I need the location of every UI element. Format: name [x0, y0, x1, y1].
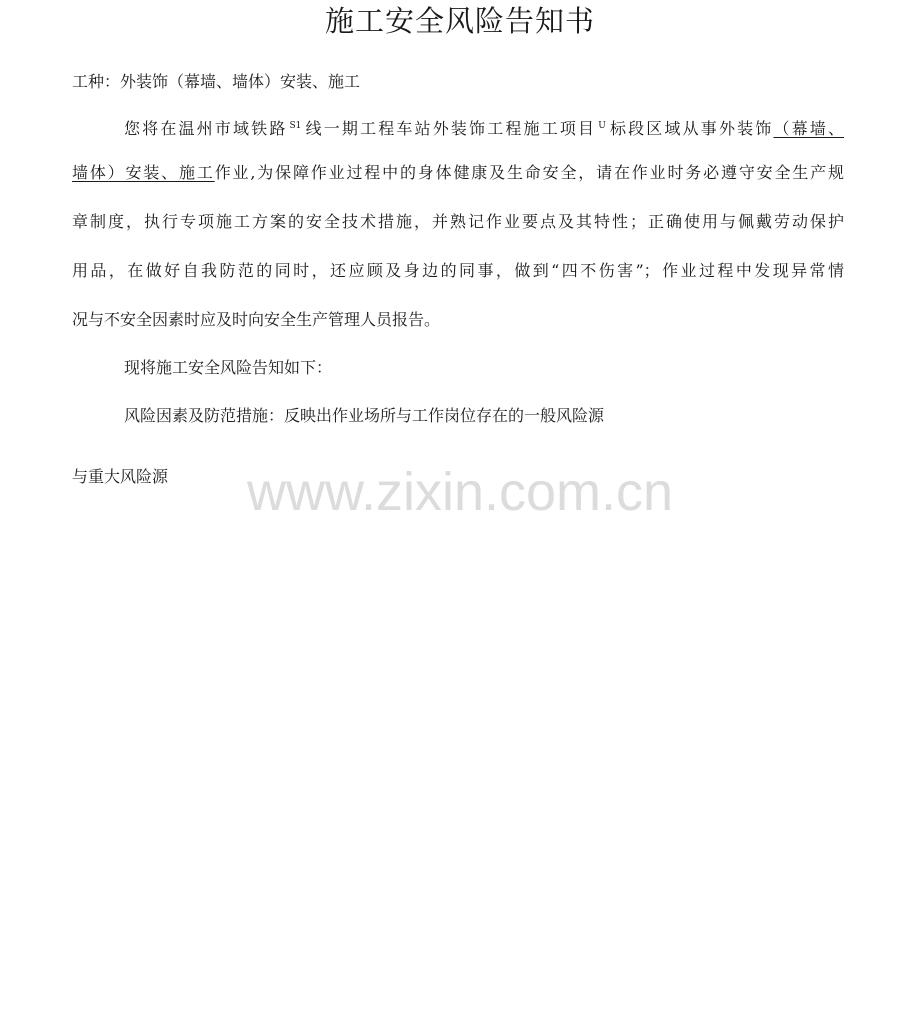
paragraph-line-5: 况与不安全因素时应及时向安全生产管理人员报告。 — [72, 310, 441, 329]
trade-line: 工种：外装饰（幕墙、墙体）安装、施工 — [72, 72, 361, 91]
risk-factors-line-continued: 与重大风险源 — [72, 467, 169, 486]
underlined-text: （幕墙、 — [773, 119, 844, 138]
paragraph-line-3: 章制度，执行专项施工方案的安全技术措施，并熟记作业要点及其特性；正确使用与佩戴劳动保护 — [72, 212, 844, 231]
paragraph-text: 您将在温州市域铁路 — [124, 119, 288, 138]
paragraph-text: 线一期工程车站外装饰工程施工项目 — [303, 119, 597, 138]
risk-factors-line: 风险因素及防范措施：反映出作业场所与工作岗位存在的一般风险源 — [124, 406, 605, 425]
superscript-label: U — [598, 121, 606, 131]
document-title: 施工安全风险告知书 — [324, 4, 595, 38]
notice-line: 现将施工安全风险告知如下： — [124, 358, 333, 377]
paragraph-line-1 — [72, 116, 844, 139]
underlined-text: 墙体）安装、施工 — [72, 163, 215, 182]
paragraph-line-2 — [72, 163, 844, 183]
paragraph-line-4: 用品，在做好自我防范的同时，还应顾及身边的同事，做到“四不伤害”；作业过程中发现异常情 — [72, 261, 844, 280]
paragraph-text: 作业,为保障作业过程中的身体健康及生命安全，请在作业时务必遵守安全生产规 — [214, 163, 844, 182]
superscript-label: S1 — [289, 121, 302, 131]
watermark: www.zixin.com.cn — [246, 462, 674, 522]
paragraph-text: 标段区域从事外装饰 — [607, 119, 774, 138]
